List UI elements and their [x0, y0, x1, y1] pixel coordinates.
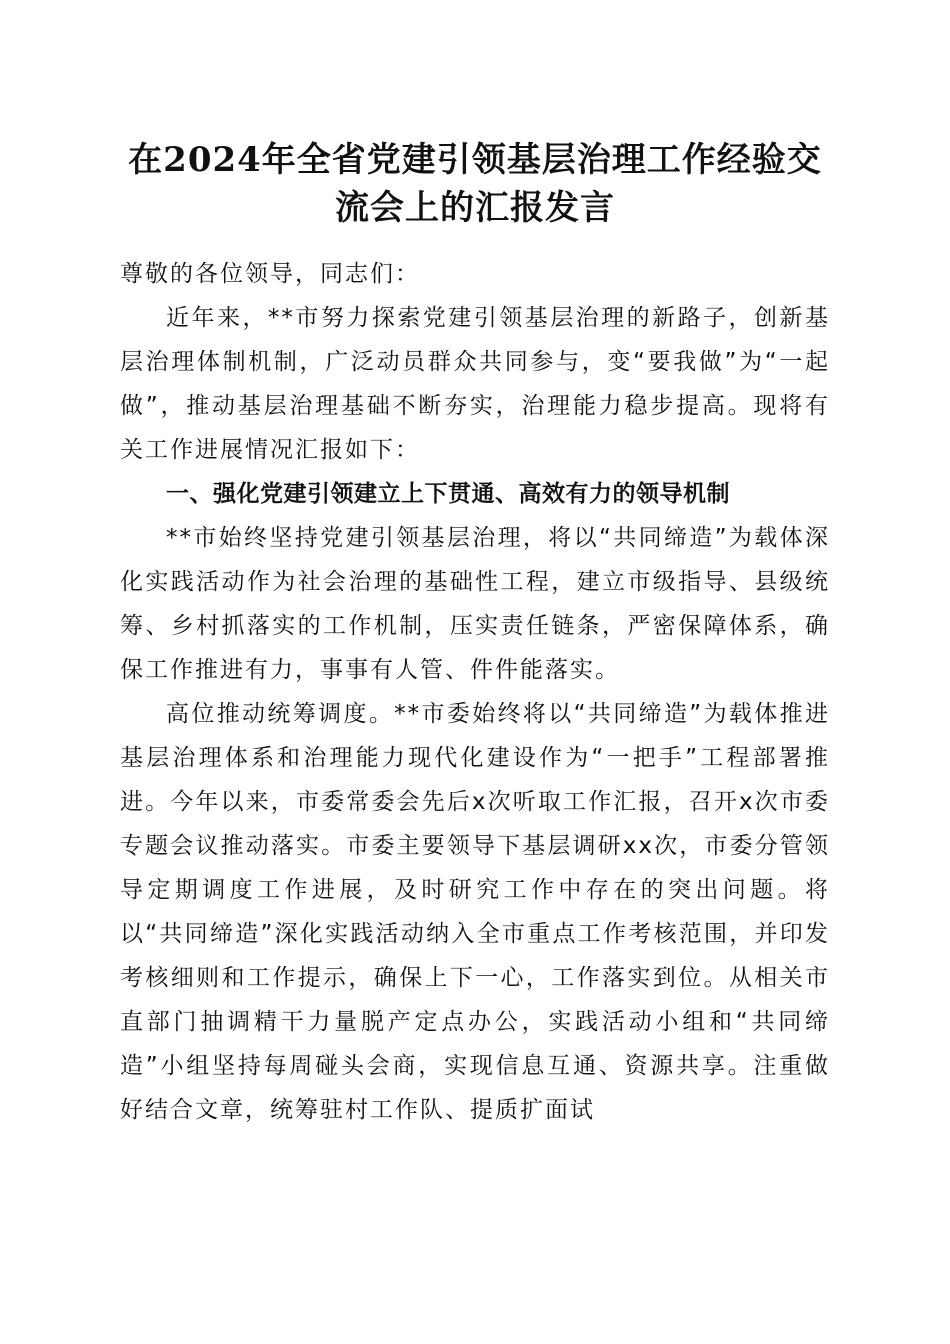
section-1-subsection-paragraph: 高位推动统筹调度。**市委始终将以“共同缔造”为载体推进基层治理体系和治理能力现代化建设作为“一把手”工程部署推进。今年以来，市委常委会先后x次听取工作汇报，召开x次市委专题会议推动落实。市委主要领导下基层调研xx次，市委分管领导定期调度工作进展，及时研究工作中存在的突出问题。将以“共同缔造”深化实践活动纳入全市重点工作考核范围，并印发考核细则和工作提示，确保上下一心，工作落实到位。从相关市直部门抽调精干力量脱产定点办公，实践活动小组和“共同缔造”小组坚持每周碰头会商，实现信息互通、资源共享。注重做好结合文章，统筹驻村工作队、提质扩面试: [120, 701, 830, 1123]
salutation: 尊敬的各位领导，同志们：: [120, 261, 420, 287]
title-line-1: 在2024年全省党建引领基层治理工作经验交: [128, 140, 822, 180]
document-title: [100, 136, 850, 232]
title-line-2: 流会上的汇报发言: [335, 188, 615, 228]
section-heading-1: 一、强化党建引领建立上下贯通、高效有力的领导机制: [166, 481, 730, 507]
section-1-paragraph: **市始终坚持党建引领基层治理，将以“共同缔造”为载体深化实践活动作为社会治理的基础性工程，建立市级指导、县级统筹、乡村抓落实的工作机制，压实责任链条，严密保障体系，确保工作推进有力，事事有人管、件件能落实。: [120, 525, 830, 683]
intro-paragraph: 近年来，**市努力探索党建引领基层治理的新路子，创新基层治理体制机制，广泛动员群众共同参与，变“要我做”为“一起做”，推动基层治理基础不断夯实，治理能力稳步提高。现将有关工作进展情况汇报如下：: [120, 305, 830, 463]
document-body: [120, 252, 830, 1132]
